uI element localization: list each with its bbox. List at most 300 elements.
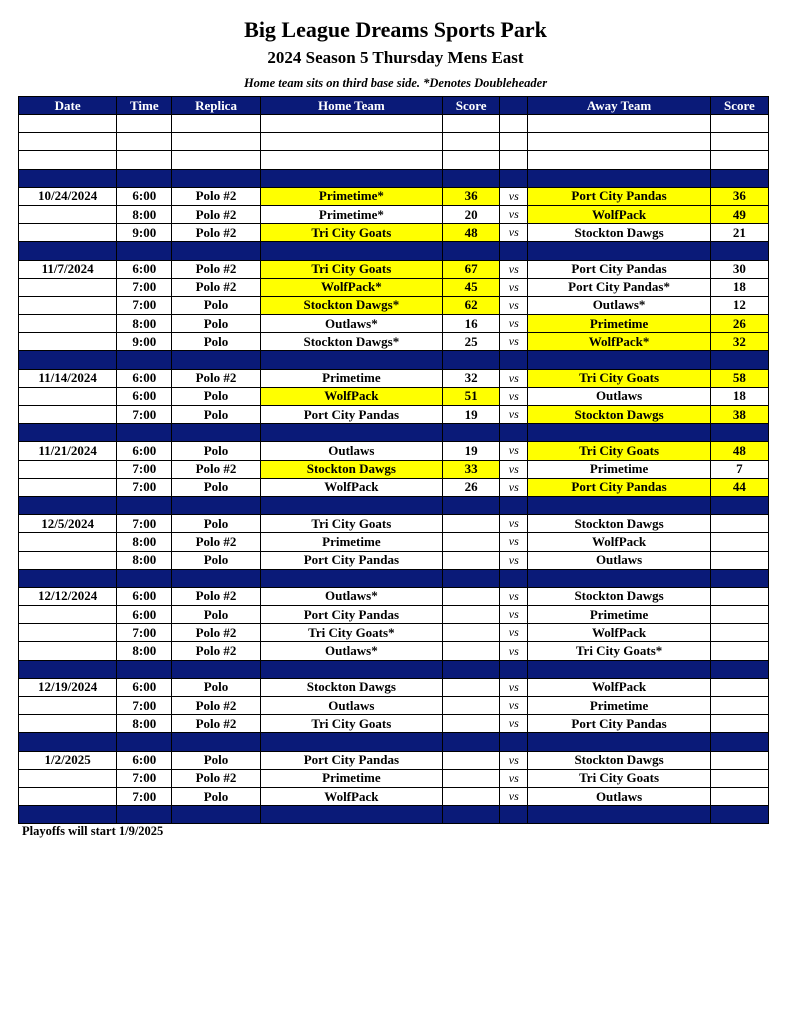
replica-cell: Polo — [172, 296, 260, 314]
blank-cell — [260, 133, 442, 151]
away-score-cell — [710, 769, 768, 787]
blank-cell — [443, 151, 500, 169]
vs-cell: vs — [500, 606, 528, 624]
col-vs — [500, 97, 528, 115]
vs-cell: vs — [500, 678, 528, 696]
away-score-cell — [710, 551, 768, 569]
home-team-cell: Primetime — [260, 769, 442, 787]
home-score-cell — [443, 697, 500, 715]
col-date: Date — [19, 97, 117, 115]
separator-cell — [443, 242, 500, 260]
separator-cell — [528, 733, 710, 751]
separator-cell — [443, 569, 500, 587]
date-cell — [19, 387, 117, 405]
blank-cell — [19, 133, 117, 151]
separator-cell — [500, 169, 528, 187]
home-score-cell: 25 — [443, 333, 500, 351]
schedule-body — [19, 115, 769, 824]
game-row — [19, 606, 769, 624]
away-team-cell: Stockton Dawgs — [528, 515, 710, 533]
home-score-cell — [443, 678, 500, 696]
home-team-cell: Outlaws — [260, 442, 442, 460]
away-team-cell: Outlaws — [528, 387, 710, 405]
separator-cell — [260, 424, 442, 442]
replica-cell: Polo #2 — [172, 642, 260, 660]
game-row — [19, 369, 769, 387]
home-team-cell: Outlaws* — [260, 587, 442, 605]
date-cell — [19, 606, 117, 624]
vs-cell: vs — [500, 751, 528, 769]
separator-cell — [117, 569, 172, 587]
date-cell — [19, 406, 117, 424]
replica-cell: Polo #2 — [172, 260, 260, 278]
separator-cell — [443, 660, 500, 678]
week-separator — [19, 806, 769, 824]
blank-cell — [500, 151, 528, 169]
time-cell: 8:00 — [117, 642, 172, 660]
home-score-cell: 33 — [443, 460, 500, 478]
time-cell: 7:00 — [117, 296, 172, 314]
replica-cell: Polo — [172, 551, 260, 569]
col-away-team: Away Team — [528, 97, 710, 115]
col-replica: Replica — [172, 97, 260, 115]
vs-cell: vs — [500, 478, 528, 496]
away-team-cell: WolfPack — [528, 533, 710, 551]
replica-cell: Polo — [172, 606, 260, 624]
home-team-cell: Stockton Dawgs* — [260, 296, 442, 314]
away-team-cell: WolfPack — [528, 624, 710, 642]
away-score-cell: 32 — [710, 333, 768, 351]
home-score-cell: 62 — [443, 296, 500, 314]
home-team-cell: Port City Pandas — [260, 551, 442, 569]
separator-cell — [528, 169, 710, 187]
home-team-cell: Tri City Goats* — [260, 624, 442, 642]
away-score-cell: 26 — [710, 315, 768, 333]
away-score-cell: 18 — [710, 278, 768, 296]
separator-cell — [443, 424, 500, 442]
game-row — [19, 533, 769, 551]
separator-cell — [117, 806, 172, 824]
away-team-cell: Port City Pandas — [528, 715, 710, 733]
vs-cell: vs — [500, 369, 528, 387]
vs-cell: vs — [500, 278, 528, 296]
blank-cell — [19, 151, 117, 169]
home-team-cell: Port City Pandas — [260, 406, 442, 424]
date-cell: 11/21/2024 — [19, 442, 117, 460]
home-team-cell: Stockton Dawgs* — [260, 333, 442, 351]
vs-cell: vs — [500, 260, 528, 278]
time-cell: 7:00 — [117, 406, 172, 424]
separator-cell — [528, 496, 710, 514]
time-cell: 7:00 — [117, 624, 172, 642]
game-row — [19, 296, 769, 314]
separator-cell — [443, 351, 500, 369]
date-cell — [19, 787, 117, 805]
time-cell: 7:00 — [117, 460, 172, 478]
blank-row — [19, 151, 769, 169]
replica-cell: Polo #2 — [172, 205, 260, 223]
week-separator — [19, 351, 769, 369]
vs-cell: vs — [500, 715, 528, 733]
separator-cell — [260, 169, 442, 187]
home-score-cell — [443, 624, 500, 642]
away-score-cell — [710, 624, 768, 642]
away-score-cell: 38 — [710, 406, 768, 424]
game-row — [19, 478, 769, 496]
separator-cell — [260, 242, 442, 260]
away-score-cell — [710, 697, 768, 715]
blank-row — [19, 115, 769, 133]
separator-cell — [172, 806, 260, 824]
date-cell — [19, 333, 117, 351]
away-team-cell: Stockton Dawgs — [528, 587, 710, 605]
away-score-cell — [710, 587, 768, 605]
away-score-cell: 48 — [710, 442, 768, 460]
blank-cell — [260, 151, 442, 169]
home-team-cell: Stockton Dawgs — [260, 678, 442, 696]
blank-cell — [172, 151, 260, 169]
home-score-cell: 16 — [443, 315, 500, 333]
time-cell: 9:00 — [117, 333, 172, 351]
separator-cell — [500, 496, 528, 514]
separator-cell — [528, 569, 710, 587]
blank-cell — [117, 115, 172, 133]
away-score-cell: 44 — [710, 478, 768, 496]
replica-cell: Polo #2 — [172, 369, 260, 387]
game-row — [19, 751, 769, 769]
replica-cell: Polo #2 — [172, 624, 260, 642]
date-cell: 10/24/2024 — [19, 187, 117, 205]
vs-cell: vs — [500, 697, 528, 715]
week-separator — [19, 242, 769, 260]
game-row — [19, 187, 769, 205]
home-score-cell: 32 — [443, 369, 500, 387]
separator-cell — [710, 806, 768, 824]
separator-cell — [260, 733, 442, 751]
separator-cell — [19, 242, 117, 260]
week-separator — [19, 169, 769, 187]
blank-cell — [500, 133, 528, 151]
separator-cell — [260, 569, 442, 587]
time-cell: 6:00 — [117, 587, 172, 605]
game-row — [19, 315, 769, 333]
separator-cell — [117, 169, 172, 187]
separator-cell — [19, 496, 117, 514]
separator-cell — [172, 242, 260, 260]
time-cell: 7:00 — [117, 278, 172, 296]
date-cell — [19, 224, 117, 242]
away-team-cell: Tri City Goats — [528, 369, 710, 387]
home-score-cell — [443, 769, 500, 787]
date-cell — [19, 642, 117, 660]
blank-cell — [172, 133, 260, 151]
blank-cell — [710, 115, 768, 133]
home-team-cell: Port City Pandas — [260, 606, 442, 624]
vs-cell: vs — [500, 624, 528, 642]
separator-cell — [443, 169, 500, 187]
time-cell: 6:00 — [117, 187, 172, 205]
home-team-cell: Outlaws — [260, 697, 442, 715]
separator-cell — [19, 424, 117, 442]
home-score-cell — [443, 533, 500, 551]
separator-cell — [260, 351, 442, 369]
separator-cell — [260, 496, 442, 514]
away-score-cell: 49 — [710, 205, 768, 223]
separator-cell — [19, 660, 117, 678]
away-score-cell — [710, 787, 768, 805]
vs-cell: vs — [500, 515, 528, 533]
away-team-cell: Primetime — [528, 606, 710, 624]
replica-cell: Polo — [172, 787, 260, 805]
home-team-cell: WolfPack — [260, 478, 442, 496]
separator-cell — [528, 660, 710, 678]
vs-cell: vs — [500, 387, 528, 405]
separator-cell — [710, 496, 768, 514]
time-cell: 6:00 — [117, 442, 172, 460]
blank-cell — [443, 115, 500, 133]
date-cell — [19, 460, 117, 478]
vs-cell: vs — [500, 442, 528, 460]
home-score-cell — [443, 787, 500, 805]
home-score-cell — [443, 715, 500, 733]
blank-cell — [172, 115, 260, 133]
time-cell: 6:00 — [117, 678, 172, 696]
date-cell — [19, 551, 117, 569]
away-score-cell: 7 — [710, 460, 768, 478]
separator-cell — [172, 424, 260, 442]
away-team-cell: Stockton Dawgs — [528, 751, 710, 769]
time-cell: 8:00 — [117, 715, 172, 733]
game-row — [19, 642, 769, 660]
separator-cell — [710, 660, 768, 678]
week-separator — [19, 424, 769, 442]
home-score-cell: 51 — [443, 387, 500, 405]
vs-cell: vs — [500, 333, 528, 351]
home-score-cell — [443, 551, 500, 569]
separator-cell — [117, 424, 172, 442]
away-team-cell: Port City Pandas — [528, 260, 710, 278]
home-team-cell: Port City Pandas — [260, 751, 442, 769]
separator-cell — [500, 242, 528, 260]
replica-cell: Polo — [172, 406, 260, 424]
separator-cell — [19, 351, 117, 369]
col-away-score: Score — [710, 97, 768, 115]
time-cell: 8:00 — [117, 205, 172, 223]
date-cell: 11/14/2024 — [19, 369, 117, 387]
blank-cell — [710, 151, 768, 169]
date-cell — [19, 315, 117, 333]
away-score-cell — [710, 515, 768, 533]
separator-cell — [19, 169, 117, 187]
date-cell — [19, 278, 117, 296]
away-team-cell: Tri City Goats — [528, 769, 710, 787]
away-score-cell: 58 — [710, 369, 768, 387]
away-score-cell: 12 — [710, 296, 768, 314]
separator-cell — [710, 242, 768, 260]
home-score-cell: 48 — [443, 224, 500, 242]
date-cell — [19, 205, 117, 223]
separator-cell — [172, 169, 260, 187]
vs-cell: vs — [500, 460, 528, 478]
vs-cell: vs — [500, 587, 528, 605]
separator-cell — [117, 733, 172, 751]
separator-cell — [172, 496, 260, 514]
away-score-cell — [710, 751, 768, 769]
away-team-cell: Tri City Goats* — [528, 642, 710, 660]
header-row — [19, 97, 769, 115]
replica-cell: Polo — [172, 478, 260, 496]
separator-cell — [443, 733, 500, 751]
home-score-cell — [443, 587, 500, 605]
separator-cell — [19, 733, 117, 751]
vs-cell: vs — [500, 205, 528, 223]
game-row — [19, 333, 769, 351]
game-row — [19, 787, 769, 805]
blank-cell — [500, 115, 528, 133]
replica-cell: Polo — [172, 515, 260, 533]
home-team-cell: Tri City Goats — [260, 260, 442, 278]
home-team-cell: Stockton Dawgs — [260, 460, 442, 478]
game-row — [19, 715, 769, 733]
col-time: Time — [117, 97, 172, 115]
away-team-cell: Outlaws — [528, 551, 710, 569]
date-cell: 12/5/2024 — [19, 515, 117, 533]
separator-cell — [710, 351, 768, 369]
week-separator — [19, 733, 769, 751]
date-cell: 1/2/2025 — [19, 751, 117, 769]
vs-cell: vs — [500, 224, 528, 242]
separator-cell — [19, 569, 117, 587]
blank-cell — [117, 133, 172, 151]
time-cell: 9:00 — [117, 224, 172, 242]
separator-cell — [500, 351, 528, 369]
game-row — [19, 278, 769, 296]
separator-cell — [19, 806, 117, 824]
away-score-cell — [710, 642, 768, 660]
blank-cell — [528, 133, 710, 151]
away-team-cell: Tri City Goats — [528, 442, 710, 460]
time-cell: 6:00 — [117, 751, 172, 769]
home-score-cell: 26 — [443, 478, 500, 496]
vs-cell: vs — [500, 787, 528, 805]
replica-cell: Polo #2 — [172, 533, 260, 551]
time-cell: 6:00 — [117, 369, 172, 387]
separator-cell — [500, 424, 528, 442]
date-cell — [19, 769, 117, 787]
game-row — [19, 387, 769, 405]
vs-cell: vs — [500, 187, 528, 205]
away-score-cell: 18 — [710, 387, 768, 405]
home-score-cell: 67 — [443, 260, 500, 278]
blank-cell — [19, 115, 117, 133]
game-row — [19, 224, 769, 242]
home-score-cell — [443, 515, 500, 533]
home-team-cell: Tri City Goats — [260, 715, 442, 733]
time-cell: 8:00 — [117, 533, 172, 551]
replica-cell: Polo #2 — [172, 715, 260, 733]
blank-cell — [117, 151, 172, 169]
separator-cell — [528, 806, 710, 824]
date-cell — [19, 624, 117, 642]
home-team-cell: WolfPack — [260, 387, 442, 405]
time-cell: 8:00 — [117, 551, 172, 569]
home-score-cell: 20 — [443, 205, 500, 223]
vs-cell: vs — [500, 642, 528, 660]
separator-cell — [117, 660, 172, 678]
away-team-cell: WolfPack — [528, 205, 710, 223]
separator-cell — [443, 496, 500, 514]
replica-cell: Polo — [172, 315, 260, 333]
separator-cell — [710, 733, 768, 751]
game-row — [19, 551, 769, 569]
replica-cell: Polo #2 — [172, 460, 260, 478]
away-score-cell: 21 — [710, 224, 768, 242]
vs-cell: vs — [500, 533, 528, 551]
home-team-cell: Primetime* — [260, 187, 442, 205]
time-cell: 7:00 — [117, 478, 172, 496]
blank-cell — [443, 133, 500, 151]
away-team-cell: Stockton Dawgs — [528, 224, 710, 242]
game-row — [19, 442, 769, 460]
away-team-cell: Primetime — [528, 315, 710, 333]
home-team-cell: Primetime — [260, 533, 442, 551]
replica-cell: Polo #2 — [172, 697, 260, 715]
replica-cell: Polo #2 — [172, 187, 260, 205]
home-score-cell — [443, 642, 500, 660]
home-team-cell: Tri City Goats — [260, 224, 442, 242]
time-cell: 8:00 — [117, 315, 172, 333]
replica-cell: Polo — [172, 442, 260, 460]
home-team-cell: Primetime — [260, 369, 442, 387]
home-team-cell: WolfPack — [260, 787, 442, 805]
vs-cell: vs — [500, 769, 528, 787]
separator-cell — [117, 242, 172, 260]
separator-cell — [500, 569, 528, 587]
game-row — [19, 406, 769, 424]
time-cell: 6:00 — [117, 260, 172, 278]
game-row — [19, 697, 769, 715]
away-team-cell: Outlaws* — [528, 296, 710, 314]
separator-cell — [528, 351, 710, 369]
date-cell — [19, 715, 117, 733]
separator-cell — [117, 496, 172, 514]
separator-cell — [528, 242, 710, 260]
home-score-cell — [443, 606, 500, 624]
home-team-cell: Primetime* — [260, 205, 442, 223]
separator-cell — [260, 806, 442, 824]
separator-cell — [172, 351, 260, 369]
home-team-cell: Tri City Goats — [260, 515, 442, 533]
date-cell: 12/12/2024 — [19, 587, 117, 605]
separator-cell — [260, 660, 442, 678]
replica-cell: Polo #2 — [172, 224, 260, 242]
away-team-cell: Primetime — [528, 460, 710, 478]
date-cell — [19, 296, 117, 314]
home-team-cell: Outlaws* — [260, 642, 442, 660]
blank-cell — [710, 133, 768, 151]
replica-cell: Polo #2 — [172, 769, 260, 787]
away-team-cell: Primetime — [528, 697, 710, 715]
playoffs-note: Playoffs will start 1/9/2025 — [22, 824, 164, 838]
away-score-cell — [710, 678, 768, 696]
replica-cell: Polo — [172, 678, 260, 696]
home-team-cell: WolfPack* — [260, 278, 442, 296]
home-team-cell: Outlaws* — [260, 315, 442, 333]
away-score-cell — [710, 606, 768, 624]
time-cell: 6:00 — [117, 606, 172, 624]
date-cell — [19, 697, 117, 715]
week-separator — [19, 660, 769, 678]
